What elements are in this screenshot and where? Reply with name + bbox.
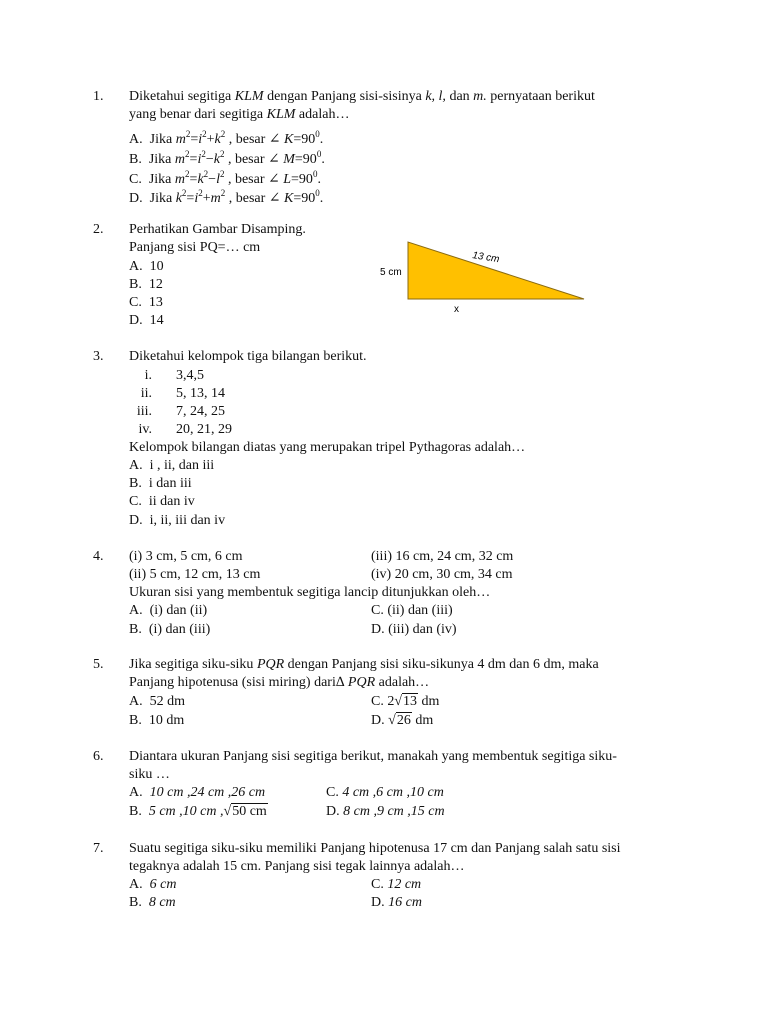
q5-option-d[interactable]: D. √26 dm: [371, 713, 434, 728]
q2-number: 2.: [93, 222, 104, 237]
q2-option-d[interactable]: D. 14: [129, 313, 164, 328]
q4-set: (i) 3 cm, 5 cm, 6 cm: [129, 549, 243, 564]
q3-stem: Diketahui kelompok tiga bilangan berikut.: [129, 349, 367, 364]
q1-option-b[interactable]: B. Jika $m^2=i^2-k^2$ , besar ∠ $M=90^0$.: [129, 149, 325, 167]
q3-option-b[interactable]: B. i dan iii: [129, 476, 192, 491]
q1-option-d[interactable]: D. Jika $k^2=i^2+m^2$ , besar ∠ $K=90^0$.: [129, 188, 324, 206]
q3-number: 3.: [93, 349, 104, 364]
q4-option-c[interactable]: C. (ii) dan (iii): [371, 603, 453, 618]
q1-number: 1.: [93, 89, 104, 104]
hypotenuse-label: 13 cm: [471, 250, 501, 266]
q1-option-a[interactable]: A. Jika $m^2=i^2+k^2$ , besar ∠ $K=90^0$.: [129, 129, 324, 147]
radicand: 26: [396, 713, 411, 728]
q6-stem: Diantara ukuran Panjang sisi segitiga berikut, manakah yang membentuk segitiga siku-: [129, 749, 617, 764]
q4-set: (iii) 16 cm, 24 cm, 32 cm: [371, 549, 514, 564]
q6-number: 6.: [93, 749, 104, 764]
q3-group-values: 3,4,5: [176, 368, 204, 383]
q2-stem-line2: Panjang sisi PQ=… cm: [129, 240, 261, 255]
q5-number: 5.: [93, 657, 104, 672]
q2-option-c[interactable]: C. 13: [129, 295, 163, 310]
q2-triangle-figure: [370, 236, 600, 318]
q3-option-c[interactable]: C. ii dan iv: [129, 494, 195, 509]
q3-option-d[interactable]: D. i, ii, iii dan iv: [129, 513, 226, 528]
radicand: 13: [403, 694, 418, 709]
q5-stem-line2: Panjang hipotenusa (sisi miring) dari∆ PQR adalah…: [129, 675, 430, 690]
q4-option-d[interactable]: D. (iii) dan (iv): [371, 622, 457, 637]
q6-option-b[interactable]: B. 5 cm ,10 cm ,√50 cm: [129, 804, 267, 819]
q7-stem-line2: tegaknya adalah 15 cm. Panjang sisi tegak lainnya adalah…: [129, 859, 465, 874]
radicand: 50 cm: [232, 804, 267, 819]
q4-set: (iv) 20 cm, 30 cm, 34 cm: [371, 567, 513, 582]
q5-option-c[interactable]: C. 2√13 dm: [371, 694, 440, 709]
q2-option-a[interactable]: A. 10: [129, 259, 164, 274]
q6-option-d[interactable]: D. 8 cm ,9 cm ,15 cm: [326, 804, 445, 819]
q7-option-c[interactable]: C. 12 cm: [371, 877, 422, 892]
q2-stem: Perhatikan Gambar Disamping.: [129, 222, 306, 237]
q2-option-b[interactable]: B. 12: [129, 277, 163, 292]
q7-option-b[interactable]: B. 8 cm: [129, 895, 176, 910]
q3-group-roman: ii.: [140, 386, 152, 401]
base-label: x: [454, 304, 459, 315]
q4-option-a[interactable]: A. (i) dan (ii): [129, 603, 208, 618]
q1-stem: Diketahui segitiga KLM dengan Panjang sisi-sisinya k, l, dan m. pernyataan berikut: [129, 89, 595, 104]
q7-option-a[interactable]: A. 6 cm: [129, 877, 177, 892]
q3-group-values: 5, 13, 14: [176, 386, 225, 401]
q4-number: 4.: [93, 549, 104, 564]
q4-option-b[interactable]: B. (i) dan (iii): [129, 622, 211, 637]
q1-stem-line2: yang benar dari segitiga KLM adalah…: [129, 107, 350, 122]
q3-group-roman: iii.: [136, 404, 152, 419]
q6-stem-line2: siku …: [129, 767, 170, 782]
q6-option-a[interactable]: A. 10 cm ,24 cm ,26 cm: [129, 785, 266, 800]
q7-stem: Suatu segitiga siku-siku memiliki Panjang hipotenusa 17 cm dan Panjang salah satu sisi: [129, 841, 621, 856]
right-triangle: [408, 242, 584, 299]
q7-option-d[interactable]: D. 16 cm: [371, 895, 422, 910]
q4-set: (ii) 5 cm, 12 cm, 13 cm: [129, 567, 261, 582]
q5-stem: Jika segitiga siku-siku PQR dengan Panjang sisi siku-sikunya 4 dm dan 6 dm, maka: [129, 657, 599, 672]
q3-question: Kelompok bilangan diatas yang merupakan tripel Pythagoras adalah…: [129, 440, 526, 455]
q7-number: 7.: [93, 841, 104, 856]
q1-option-c[interactable]: C. Jika $m^2=k^2-l^2$ , besar ∠ $L=90^0$.: [129, 169, 321, 187]
q5-option-b[interactable]: B. 10 dm: [129, 713, 185, 728]
q5-option-a[interactable]: A. 52 dm: [129, 694, 186, 709]
q6-option-c[interactable]: C. 4 cm ,6 cm ,10 cm: [326, 785, 444, 800]
q3-group-values: 7, 24, 25: [176, 404, 225, 419]
q3-group-roman: i.: [144, 368, 152, 383]
q3-group-roman: iv.: [138, 422, 152, 437]
q3-group-values: 20, 21, 29: [176, 422, 232, 437]
q4-question: Ukuran sisi yang membentuk segitiga lancip ditunjukkan oleh…: [129, 585, 491, 600]
q3-option-a[interactable]: A. i , ii, dan iii: [129, 458, 215, 473]
vertical-side-label: 5 cm: [380, 267, 402, 278]
